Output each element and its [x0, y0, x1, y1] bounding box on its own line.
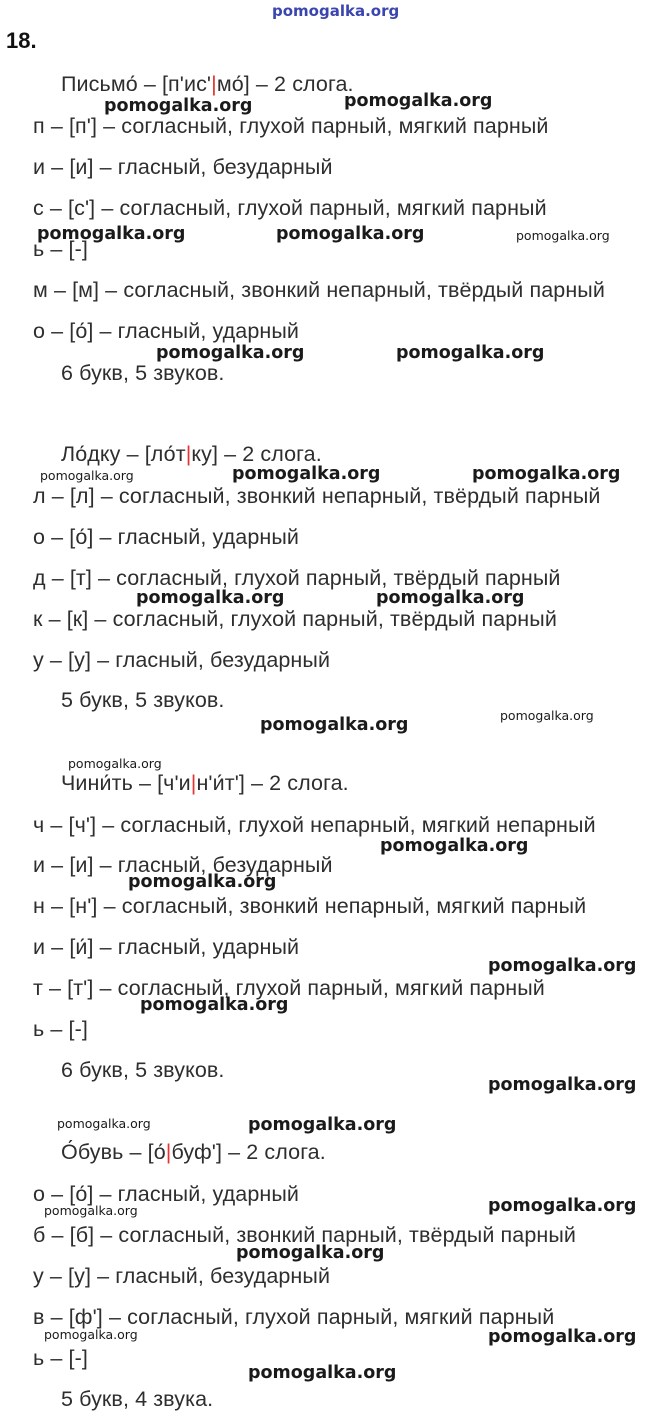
word-4-line-1: о – [о́] – гласный, ударный — [33, 1182, 300, 1206]
word-2-line-2: о – [о́] – гласный, ударный — [33, 525, 300, 549]
word-2-line-4: к – [к] – согласный, глухой парный, твёрдый парный — [33, 607, 557, 631]
word-3-title-part2: н'и́т'] – 2 слога. — [196, 771, 349, 795]
exercise-number: 18. — [6, 28, 37, 53]
watermark: pomogalka.org — [156, 343, 305, 363]
word-2-line-3: д – [т] – согласный, глухой парный, твёрдый парный — [33, 566, 561, 590]
word-3-line-5: т – [т'] – согласный, глухой парный, мягкий парный — [33, 976, 545, 1000]
watermark: pomogalka.org — [140, 995, 289, 1015]
word-1-title-part1: Письмо́ – [п'ис' — [61, 72, 212, 96]
word-1-line-3: с – [с'] – согласный, глухой парный, мягкий парный — [33, 196, 547, 220]
word-4-line-4: в – [ф'] – согласный, глухой парный, мягкий парный — [33, 1305, 555, 1329]
watermark: pomogalka.org — [248, 1115, 397, 1135]
word-3-line-6: ь – [-] — [33, 1017, 88, 1041]
word-1-title-part2: мо́] – 2 слога. — [216, 72, 354, 96]
watermark: pomogalka.org — [500, 708, 594, 723]
word-1-line-4: ь – [-] — [33, 237, 88, 261]
watermark: pomogalka.org — [472, 464, 621, 484]
word-3-title-part1: Чини́ть – [ч'и — [61, 771, 191, 795]
word-1-title — [61, 72, 354, 97]
syllable-separator: | — [211, 72, 217, 96]
watermark: pomogalka.org — [260, 715, 409, 735]
word-4-line-3: у – [у] – гласный, безударный — [33, 1264, 331, 1288]
word-2-title-part2: ку] – 2 слога. — [191, 442, 322, 466]
word-1-line-2: и – [и] – гласный, безударный — [33, 155, 333, 179]
word-3-line-3: н – [н'] – согласный, звонкий непарный, мягкий парный — [33, 894, 587, 918]
word-4-title-part1: О́бувь – [о́ — [61, 1140, 166, 1164]
syllable-separator: | — [165, 1140, 172, 1164]
watermark: pomogalka.org — [236, 1243, 385, 1263]
watermark: pomogalka.org — [276, 224, 425, 244]
word-1-line-6: о – [о́] – гласный, ударный — [33, 319, 300, 343]
watermark: pomogalka.org — [380, 836, 529, 856]
watermark: pomogalka.org — [44, 1327, 138, 1342]
watermark: pomogalka.org — [488, 1327, 637, 1347]
word-4-line-2: б – [б] – согласный, звонкий парный, твёрдый парный — [33, 1223, 577, 1247]
word-3-line-4: и – [и́] – гласный, ударный — [33, 935, 300, 959]
word-4-summary: 5 букв, 4 звука. — [61, 1387, 214, 1411]
watermark: pomogalka.org — [136, 588, 285, 608]
watermark: pomogalka.org — [232, 464, 381, 484]
watermark: pomogalka.org — [376, 588, 525, 608]
watermark: pomogalka.org — [516, 228, 610, 243]
watermark: pomogalka.org — [488, 1075, 637, 1095]
watermark: pomogalka.org — [37, 224, 186, 244]
watermark: pomogalka.org — [396, 343, 545, 363]
word-4-line-5: ь – [-] — [33, 1346, 88, 1370]
watermark: pomogalka.org — [44, 1203, 138, 1218]
word-2-summary: 5 букв, 5 звуков. — [61, 688, 225, 712]
word-1-summary: 6 букв, 5 звуков. — [61, 361, 225, 385]
word-3-title — [61, 771, 349, 796]
watermark: pomogalka.org — [488, 1196, 637, 1216]
syllable-separator: | — [190, 771, 197, 795]
watermark: pomogalka.org — [104, 96, 253, 116]
syllable-separator: | — [185, 442, 192, 466]
watermark: pomogalka.org — [40, 468, 134, 483]
word-2-title-part1: Ло́дку – [ло́т — [61, 442, 186, 466]
word-3-line-1: ч – [ч'] – согласный, глухой непарный, мягкий непарный — [33, 813, 596, 837]
watermark: pomogalka.org — [488, 956, 637, 976]
word-3-summary: 6 букв, 5 звуков. — [61, 1058, 225, 1082]
watermark: pomogalka.org — [128, 872, 277, 892]
word-3-line-2: и – [и] – гласный, безударный — [33, 853, 333, 877]
watermark: pomogalka.org — [57, 1116, 151, 1131]
word-4-title — [61, 1140, 326, 1165]
word-1-line-1: п – [п'] – согласный, глухой парный, мягкий парный — [33, 114, 549, 138]
watermark: pomogalka.org — [248, 1363, 397, 1383]
watermark: pomogalka.org — [68, 756, 162, 771]
word-2-line-5: у – [у] – гласный, безударный — [33, 648, 331, 672]
watermark: pomogalka.org — [344, 91, 493, 111]
header-watermark: pomogalka.org — [272, 2, 400, 20]
word-2-line-1: л – [л] – согласный, звонкий непарный, твёрдый парный — [33, 484, 601, 508]
word-4-title-part2: буф'] – 2 слога. — [171, 1140, 326, 1164]
word-1-line-5: м – [м] – согласный, звонкий непарный, твёрдый парный — [33, 278, 605, 302]
